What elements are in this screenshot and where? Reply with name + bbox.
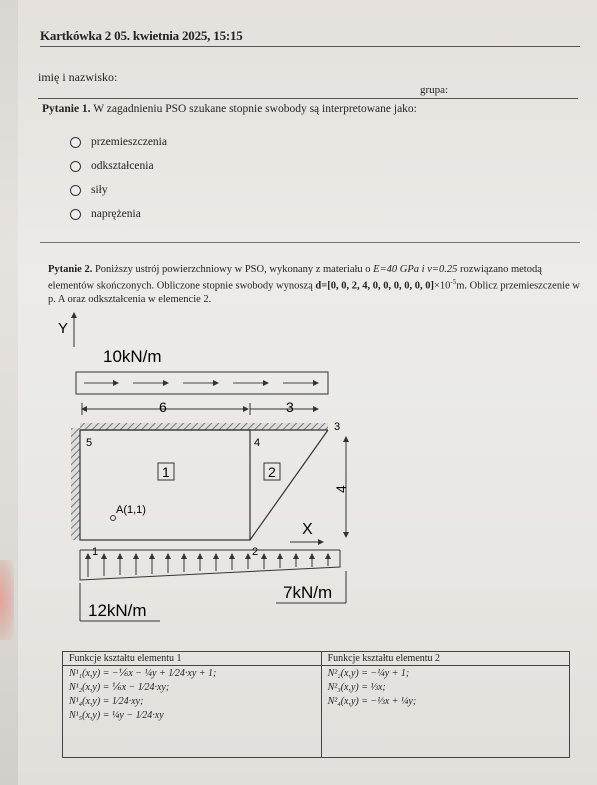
element-1-function-5: N¹₅(x,y) = ¼y − 1⁄24·xy (69, 710, 164, 721)
element-1-function-1: N¹₁(x,y) = −⅙x − ¼y + 1⁄24·xy + 1; (69, 668, 217, 679)
quiz-title: Kartkówka 2 05. kwietnia 2025, 15:15 (40, 28, 243, 43)
option-1-label: przemieszczenia (91, 136, 167, 148)
element-2-function-3: N²₃(x,y) = ⅓x; (327, 682, 386, 693)
element-1-function-4: N¹₄(x,y) = 1⁄24·xy; (69, 696, 144, 707)
dim-label-6: 6 (159, 399, 167, 415)
x-axis-label: X (302, 521, 313, 538)
element-1-outline (80, 430, 250, 540)
question-2-title: Pytanie 2. (48, 264, 93, 275)
question-1-body: W zagadnieniu PSO szukane stopnie swobody są interpretowane jako: (93, 103, 417, 115)
radio-button[interactable] (70, 161, 81, 172)
structure-diagram (18, 305, 597, 640)
node-3: 3 (334, 421, 341, 433)
element-1-function-2: N¹₂(x,y) = ⅙x − 1⁄24·xy; (69, 682, 170, 693)
scale-factor: ×10 (433, 280, 451, 292)
question-2-part-1: Poniższy ustrój powierzchniowy w PSO, wykonany z materiału o (94, 264, 371, 275)
node-4: 4 (254, 437, 261, 449)
bottom-load-right-label: 7kN/m (283, 583, 333, 602)
option-2-label: odkształcenia (91, 160, 154, 172)
node-1: 1 (92, 546, 99, 558)
point-a-label: A(1,1) (116, 504, 146, 516)
top-edge-hatch (80, 423, 328, 430)
section-divider (40, 242, 580, 243)
bottom-load-left-label: 12kN/m (88, 601, 147, 620)
element-1-label: 1 (162, 464, 170, 480)
material-params: E=40 GPa i ν=0.25 (373, 264, 458, 275)
element-2-function-2: N²₂(x,y) = −¼y + 1; (327, 668, 410, 679)
radio-button[interactable] (70, 137, 81, 148)
dim-label-4: 4 (333, 485, 349, 493)
left-wall-support (71, 428, 80, 540)
question-1-text (42, 103, 417, 115)
node-2: 2 (252, 546, 259, 558)
dof-vector: d=[0, 0, 2, 4, 0, 0, 0, 0, 0, 0] (315, 280, 434, 292)
question-2-text (48, 263, 588, 306)
table-header-element-1: Funkcje kształtu elementu 1 (63, 652, 322, 666)
radio-button[interactable] (70, 209, 81, 220)
y-axis-label: Y (58, 320, 69, 337)
name-label: imię i nazwisko: (38, 70, 118, 84)
option-4[interactable] (70, 208, 141, 220)
question-2-part-6: m. Oblicz przemieszczenie w p. A oraz odkształcenia w elemencie 2. (48, 280, 580, 305)
group-label: grupa: (420, 84, 449, 96)
element-2-hypotenuse (250, 430, 328, 540)
dim-label-3: 3 (286, 399, 294, 415)
title-underline (40, 46, 580, 47)
option-2[interactable] (70, 160, 154, 172)
element-2-label: 2 (268, 464, 276, 480)
name-line (38, 98, 578, 99)
radio-button[interactable] (70, 185, 81, 196)
node-5: 5 (86, 437, 93, 449)
shape-functions-table (62, 651, 570, 758)
question-2-part-3: rozwiązano metodą elementów skończonych. Obliczone stopnie swobody wynoszą (48, 264, 542, 292)
point-a-marker (111, 516, 116, 521)
top-load-label: 10kN/m (103, 347, 162, 366)
question-1-title: Pytanie 1. (42, 103, 91, 115)
bottom-load-outline (80, 550, 340, 580)
scale-exponent: -5 (450, 278, 457, 286)
option-1[interactable] (70, 136, 167, 148)
table-header-element-2: Funkcje kształtu elementu 2 (321, 652, 569, 666)
finger-shadow (0, 560, 14, 640)
option-3-label: siły (91, 184, 108, 196)
option-4-label: naprężenia (91, 208, 141, 220)
element-2-function-4: N²₄(x,y) = −⅓x + ¼y; (327, 696, 417, 707)
paper-sheet (18, 0, 597, 785)
option-3[interactable] (70, 184, 108, 196)
